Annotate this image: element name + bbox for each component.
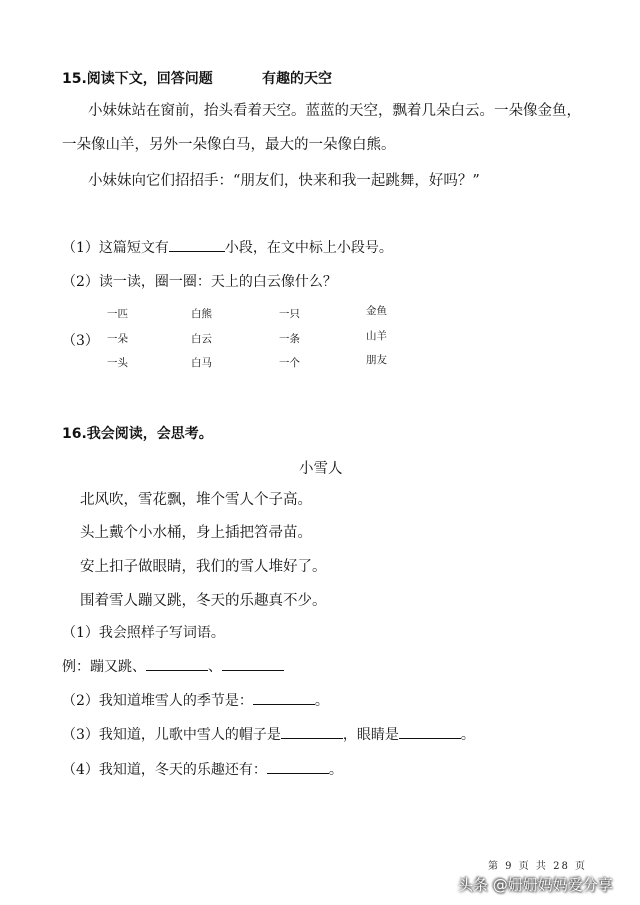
grid-word[interactable]: 白熊 — [191, 308, 212, 320]
answer-blank[interactable] — [399, 724, 461, 739]
answer-blank[interactable] — [169, 237, 225, 252]
grid-word[interactable]: 一条 — [279, 333, 300, 345]
answer-blank[interactable] — [253, 690, 315, 705]
watermark: 头条 @姗姗妈妈爱分享 — [458, 876, 613, 894]
grid-word[interactable]: 一头 — [107, 357, 128, 369]
poem-line: 安上扣子做眼睛，我们的雪人堆好了。 — [80, 559, 327, 575]
grid-word[interactable]: 朋友 — [366, 354, 387, 366]
passage-line: 小妹妹向它们招招手：“朋友们，快来和我一起跳舞，好吗？” — [88, 173, 480, 189]
grid-word[interactable]: 一朵 — [107, 333, 128, 345]
page-number: 第 9 页 共 28 页 — [488, 861, 587, 872]
poem-title: 小雪人 — [299, 461, 343, 477]
question-16-1-example: 例：蹦又跳、 、 — [62, 656, 284, 676]
question-16-heading: 16.我会阅读，会思考。 — [62, 426, 213, 442]
grid-word[interactable]: 一只 — [279, 308, 300, 320]
poem-line: 围着雪人蹦又跳，冬天的乐趣真不少。 — [80, 593, 327, 609]
answer-blank[interactable] — [146, 656, 208, 671]
passage-line: 一朵像山羊，另外一朵像白马，最大的一朵像白熊。 — [62, 137, 396, 153]
grid-word[interactable]: 金鱼 — [366, 305, 387, 317]
question-16-2: （2）我知道堆雪人的季节是： 。 — [62, 690, 329, 710]
question-16-1: （1）我会照样子写词语。 — [62, 625, 225, 641]
grid-word[interactable]: 一个 — [279, 357, 300, 369]
grid-word[interactable]: 白云 — [191, 333, 212, 345]
question-16-3: （3）我知道，儿歌中雪人的帽子是 ，眼睛是 。 — [62, 724, 475, 744]
grid-word[interactable]: 一匹 — [107, 308, 128, 320]
grid-word[interactable]: 白马 — [191, 357, 212, 369]
question-16-4: （4）我知道，冬天的乐趣还有： 。 — [62, 759, 343, 779]
grid-word[interactable]: 山羊 — [366, 330, 387, 342]
answer-blank[interactable] — [267, 759, 329, 774]
question-15-heading: 15.阅读下文，回答问题 — [62, 71, 213, 87]
poem-line: 北风吹，雪花飘，堆个雪人个子高。 — [80, 492, 312, 508]
question-15-1: （1）这篇短文有 小段，在文中标上小段号。 — [62, 237, 393, 257]
question-15-2: （2）读一读，圈一圈：天上的白云像什么？ — [62, 274, 337, 290]
poem-line: 头上戴个小水桶，身上插把笤帚苗。 — [80, 525, 312, 541]
answer-blank[interactable] — [281, 724, 343, 739]
passage-title: 有趣的天空 — [262, 71, 332, 87]
passage-line: 小妹妹站在窗前，抬头看着天空。蓝蓝的天空，飘着几朵白云。一朵像金鱼， — [88, 103, 581, 119]
answer-blank[interactable] — [222, 656, 284, 671]
question-15-3-label: （3） — [62, 333, 99, 349]
